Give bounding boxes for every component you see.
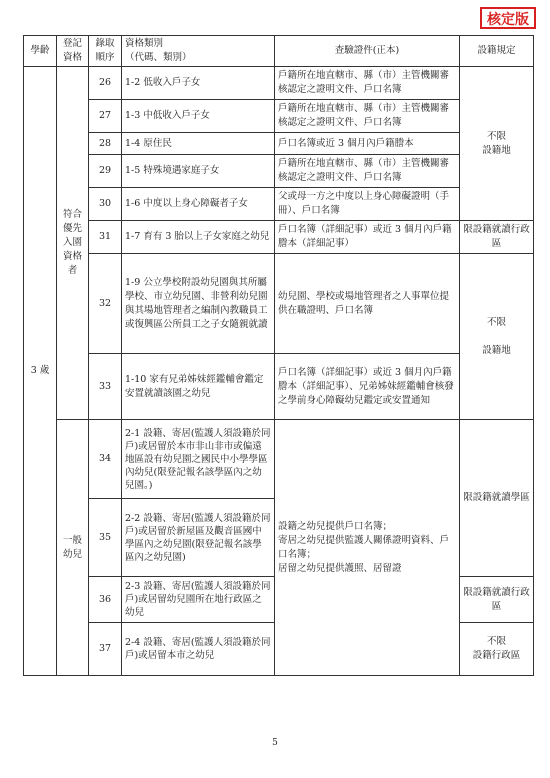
residence-cell: 不限 設籍地 [460,254,534,420]
category-cell: 2-1 設籍、寄居(監護人須設籍於同戶)或居留於本市非山非市或偏遠地區設有幼兒園之國民中小學學區內幼兒(限登記報名該學區內之幼兒園。) [122,420,275,499]
order-cell: 36 [89,577,122,623]
category-cell: 1-7 育有 3 胎以上子女家庭之幼兒 [122,221,275,254]
table-header-row [24,36,534,67]
order-cell: 30 [89,188,122,221]
table-row [24,254,534,354]
category-cell: 2-4 設籍、寄居(監護人須設籍於同戶)或居留本市之幼兒 [122,623,275,676]
header-age: 學齡 [24,36,57,67]
residence-cell: 限設籍就讀行政區 [460,221,534,254]
category-cell: 1-9 公立學校附設幼兒園與其所屬學校、市立幼兒園、非營利幼兒園與其場地管理者之編制內教職員工或復興區公所員工之子女隨親就讀 [122,254,275,354]
group-general-cell: 一般 幼兒 [57,420,89,676]
order-cell: 28 [89,133,122,155]
order-cell: 31 [89,221,122,254]
residence-cell: 限設籍就讀學區 [460,420,534,577]
order-cell: 35 [89,499,122,577]
order-cell: 33 [89,354,122,420]
general-docs-cell: 設籍之幼兒提供戶口名簿； 寄居之幼兒提供監護人關係證明資料、戶口名簿； 居留之幼兒提供護照、居留證 [275,420,460,676]
order-cell: 32 [89,254,122,354]
docs-cell: 戶籍所在地直轄市、縣（市）主管機關審核認定之證明文件、戶口名簿 [275,67,460,100]
docs-cell: 父或母一方之中度以上身心障礙證明（手冊）、戶口名簿 [275,188,460,221]
table-row [24,221,534,254]
category-cell: 2-3 設籍、寄居(監護人須設籍於同戶)或居留幼兒園所在地行政區之幼兒 [122,577,275,623]
header-residence: 設籍規定 [460,36,534,67]
category-cell: 1-4 原住民 [122,133,275,155]
residence-cell: 不限 設籍地 [460,67,534,221]
category-cell: 1-6 中度以上身心障礙者子女 [122,188,275,221]
table-row [24,420,534,499]
order-cell: 37 [89,623,122,676]
category-cell: 1-5 特殊境遇家庭子女 [122,155,275,188]
order-cell: 27 [89,100,122,133]
category-cell: 1-3 中低收入戶子女 [122,100,275,133]
table-row [24,67,534,100]
table-row [24,354,534,420]
table-row [24,133,534,155]
category-cell: 1-10 家有兄弟姊妹經鑑輔會鑑定安置就讀該園之幼兒 [122,354,275,420]
category-cell: 2-2 設籍、寄居(監護人須設籍於同戶)或居留於新屋區及觀音區國中學區內之幼兒園(限登記報名該學區內之幼兒園) [122,499,275,577]
docs-cell: 戶口名簿或近 3 個月內戶籍謄本 [275,133,460,155]
table-row [24,155,534,188]
order-cell: 29 [89,155,122,188]
order-cell: 34 [89,420,122,499]
residence-cell: 限設籍就讀行政區 [460,577,534,623]
docs-cell: 戶籍所在地直轄市、縣（市）主管機關審核認定之證明文件、戶口名簿 [275,100,460,133]
order-cell: 26 [89,67,122,100]
table-row [24,188,534,221]
category-cell: 1-2 低收入戶子女 [122,67,275,100]
group-priority-cell: 符合 優先 入園 資格 者 [57,67,89,420]
header-documents: 查驗證件(正本) [275,36,460,67]
header-category: 資格類別 （代碼、類別） [122,36,275,67]
admission-priority-table [23,35,534,676]
table-row [24,100,534,133]
page-number: 5 [272,738,278,748]
docs-cell: 幼兒園、學校或場地管理者之人事單位提供在職證明、戶口名簿 [275,254,460,354]
docs-cell: 戶口名簿（詳細記事）或近 3 個月內戶籍謄本（詳細記事） [275,221,460,254]
header-registration: 登記 資格 [57,36,89,67]
docs-cell: 戶籍所在地直轄市、縣（市）主管機關審核認定之證明文件、戶口名簿 [275,155,460,188]
header-order: 錄取 順序 [89,36,122,67]
age-cell: 3 歲 [24,67,57,676]
approved-version-stamp: 核定版 [480,7,536,29]
residence-cell: 不限 設籍行政區 [460,623,534,676]
docs-cell: 戶口名簿（詳細記事）或近 3 個月內戶籍謄本（詳細記事）、兄弟姊妹經鑑輔會核發之學前身心障礙幼兒鑑定或安置通知 [275,354,460,420]
